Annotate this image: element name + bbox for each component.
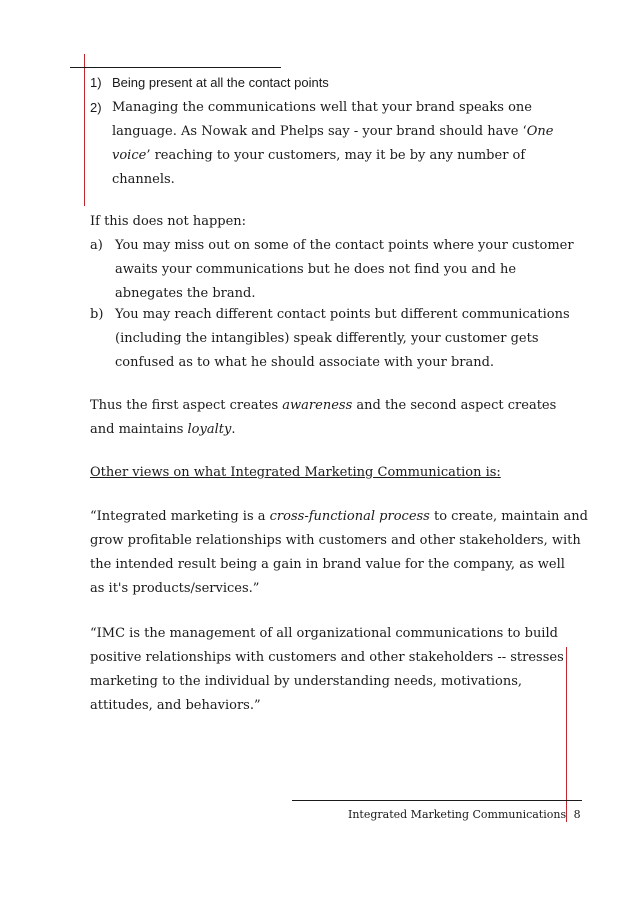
- list-item-1: Being present at all the contact points: [112, 75, 329, 90]
- list-marker-2: 2): [90, 100, 102, 115]
- quote2-line-4: attitudes, and behaviors.”: [90, 698, 261, 713]
- list-item-a-line-3: abnegates the brand.: [115, 286, 256, 301]
- emphasis-awareness: awareness: [282, 398, 353, 413]
- footer-title: Integrated Marketing Communications: [348, 808, 567, 821]
- margin-line-top-horizontal: [70, 67, 281, 68]
- emphasis-cross-functional: cross-functional process: [269, 509, 430, 524]
- quote1-line-1: “Integrated marketing is a cross-functional process to create, maintain and: [90, 509, 588, 524]
- list-item-2-line-3: voice’ reaching to your customers, may it be by any number of: [112, 148, 526, 163]
- intro-if-text: If this does not happen:: [90, 214, 247, 229]
- thus-line-1: Thus the first aspect creates awareness and the second aspect creates: [90, 398, 557, 413]
- margin-line-bottom-horizontal: [292, 800, 582, 801]
- quote1-line-2: grow profitable relationships with customers and other stakeholders, with: [90, 533, 581, 548]
- page-number: 8: [573, 808, 581, 821]
- list-item-b-line-3: confused as to what he should associate with your brand.: [115, 355, 495, 370]
- list-item-2-line-1: Managing the communications well that your brand speaks one: [112, 100, 532, 115]
- emphasis-one: One: [526, 124, 554, 139]
- quote1-line-4: as it's products/services.”: [90, 581, 260, 596]
- list-marker-b: b): [90, 307, 104, 322]
- thus-line-2: and maintains loyalty.: [90, 422, 236, 437]
- list-marker-1: 1): [90, 75, 102, 90]
- list-item-b-line-2: (including the intangibles) speak differently, your customer gets: [115, 331, 539, 346]
- views-heading: Other views on what Integrated Marketing Communication is:: [90, 465, 501, 480]
- list-item-2-line-4: channels.: [112, 172, 175, 187]
- list-item-b-line-1: You may reach different contact points but different communications: [115, 307, 570, 322]
- emphasis-loyalty: loyalty: [187, 422, 232, 437]
- quote1-line-3: the intended result being a gain in brand value for the company, as well: [90, 557, 565, 572]
- list-item-a-line-2: awaits your communications but he does not find you and he: [115, 262, 517, 277]
- quote2-line-2: positive relationships with customers and other stakeholders -- stresses: [90, 650, 564, 665]
- quote2-line-3: marketing to the individual by understanding needs, motivations,: [90, 674, 523, 689]
- quote2-line-1: “IMC is the management of all organizational communications to build: [90, 626, 558, 641]
- page-footer: [348, 805, 581, 825]
- list-item-a-line-1: You may miss out on some of the contact points where your customer: [115, 238, 574, 253]
- margin-line-top-vertical: [84, 54, 85, 206]
- list-item-2-line-2: language. As Nowak and Phelps say - your brand should have ‘One: [112, 124, 554, 139]
- list-marker-a: a): [90, 238, 103, 253]
- emphasis-voice: voice: [112, 148, 147, 163]
